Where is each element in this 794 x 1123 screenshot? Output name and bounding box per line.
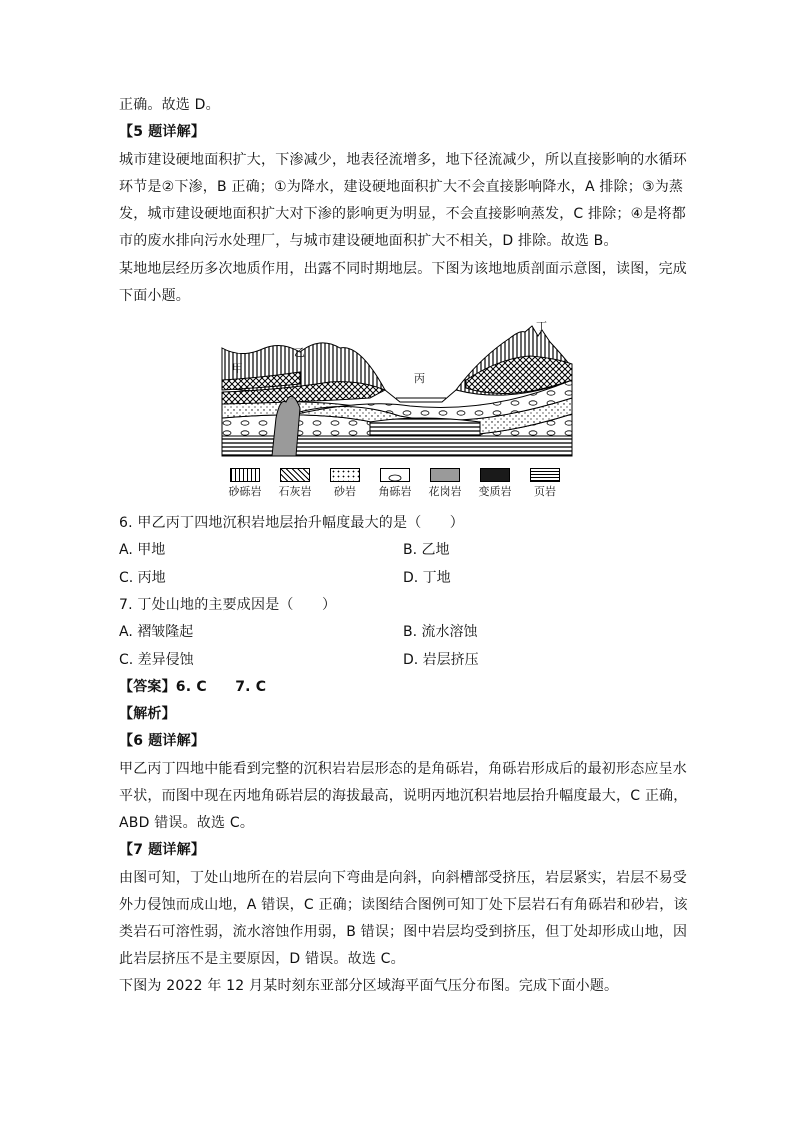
q6-option-a: A. 甲地 xyxy=(119,542,166,558)
text-line: 外力侵蚀而成山地，A 错误，C 正确；读图结合图例可知丁处下层岩石有角砾岩和砂岩，该 xyxy=(119,897,688,913)
legend-label: 砂砾岩 xyxy=(228,485,262,498)
legend-item xyxy=(522,468,568,498)
text-line: 类岩石可溶性弱，流水溶蚀作用弱，B 错误；图中岩层均受到挤压，但丁处却形成山地，因 xyxy=(119,924,688,940)
legend-item xyxy=(422,468,468,498)
answer-line: 【答案】6. C 7. C xyxy=(119,679,267,695)
breccia-oval-icon xyxy=(381,472,409,484)
q7-option-c: C. 差异侵蚀 xyxy=(119,652,194,668)
legend-swatch-limestone xyxy=(280,468,310,482)
legend-swatch-metamorphic xyxy=(480,468,510,482)
geologic-section-figure xyxy=(220,318,576,500)
legend-label: 砂岩 xyxy=(334,485,356,498)
place-label-yi: 乙 xyxy=(294,346,305,359)
q6-option-c: C. 丙地 xyxy=(119,570,166,586)
place-label-bing: 丙 xyxy=(414,372,425,385)
legend-item xyxy=(272,468,318,498)
legend-swatch-shale xyxy=(530,468,560,482)
section-heading: 【5 题详解】 xyxy=(119,124,206,140)
legend-swatch-granite xyxy=(430,468,460,482)
text-line: 某地地层经历多次地质作用，出露不同时期地层。下图为该地地质剖面示意图，读图，完成 xyxy=(119,261,687,277)
text-line: 下图为 2022 年 12 月某时刻东亚部分区域海平面气压分布图。完成下面小题。 xyxy=(119,978,619,994)
text-line: ABD 错误。故选 C。 xyxy=(119,815,255,831)
text-line: 甲乙丙丁四地中能看到完整的沉积岩岩层形态的是角砾岩，角砾岩形成后的最初形态应呈水 xyxy=(119,761,687,777)
text-line: 市的废水排向污水处理厂，与城市建设硬地面积扩大不相关，D 排除。故选 B。 xyxy=(119,233,618,249)
question-7-stem: 7. 丁处山地的主要成因是（ ） xyxy=(119,597,337,613)
text-line: 下面小题。 xyxy=(119,288,190,304)
analysis-heading: 【解析】 xyxy=(119,706,176,722)
legend-item xyxy=(222,468,268,498)
legend-label: 页岩 xyxy=(534,485,556,498)
q6-option-d: D. 丁地 xyxy=(403,570,451,586)
place-label-ding: 丁 xyxy=(536,320,547,333)
text-line: 此岩层挤压不是主要原因，D 错误。故选 C。 xyxy=(119,951,405,967)
text-line: 城市建设硬地面积扩大，下渗减少，地表径流增多，地下径流减少，所以直接影响的水循环 xyxy=(119,152,687,168)
q6-option-b: B. 乙地 xyxy=(403,542,450,558)
text-line: 环节是②下渗，B 正确；①为降水，建设硬地面积扩大不会直接影响降水，A 排除；③为蒸 xyxy=(119,179,684,195)
q7-option-d: D. 岩层挤压 xyxy=(403,652,479,668)
legend-item xyxy=(322,468,368,498)
legend-label: 花岗岩 xyxy=(428,485,462,498)
section-diagram xyxy=(220,318,576,458)
legend-item xyxy=(372,468,418,498)
section-heading: 【6 题详解】 xyxy=(119,733,206,749)
legend-swatch-sandstone xyxy=(330,468,360,482)
legend-label: 石灰岩 xyxy=(278,485,312,498)
legend-label: 变质岩 xyxy=(478,485,512,498)
text-line: 发，城市建设硬地面积扩大对下渗的影响更为明显，不会直接影响蒸发，C 排除；④是将都 xyxy=(119,206,686,222)
legend-label: 角砾岩 xyxy=(378,485,412,498)
text-line: 正确。故选 D。 xyxy=(119,97,220,113)
q7-option-b: B. 流水溶蚀 xyxy=(403,624,478,640)
legend-swatch-breccia xyxy=(380,468,410,482)
q7-option-a: A. 褶皱隆起 xyxy=(119,624,194,640)
place-label-jia: 甲 xyxy=(232,362,243,375)
legend-swatch-conglomerate xyxy=(230,468,260,482)
legend-item xyxy=(472,468,518,498)
question-6-stem: 6. 甲乙丙丁四地沉积岩地层抬升幅度最大的是（ ） xyxy=(119,515,465,531)
section-heading: 【7 题详解】 xyxy=(119,842,206,858)
text-line: 由图可知，丁处山地所在的岩层向下弯曲是向斜，向斜槽部受挤压，岩层紧实，岩层不易受 xyxy=(119,870,687,886)
text-line: 平状，而图中现在丙地角砾岩层的海拔最高，说明丙地沉积岩地层抬升幅度最大，C 正确， xyxy=(119,788,688,804)
